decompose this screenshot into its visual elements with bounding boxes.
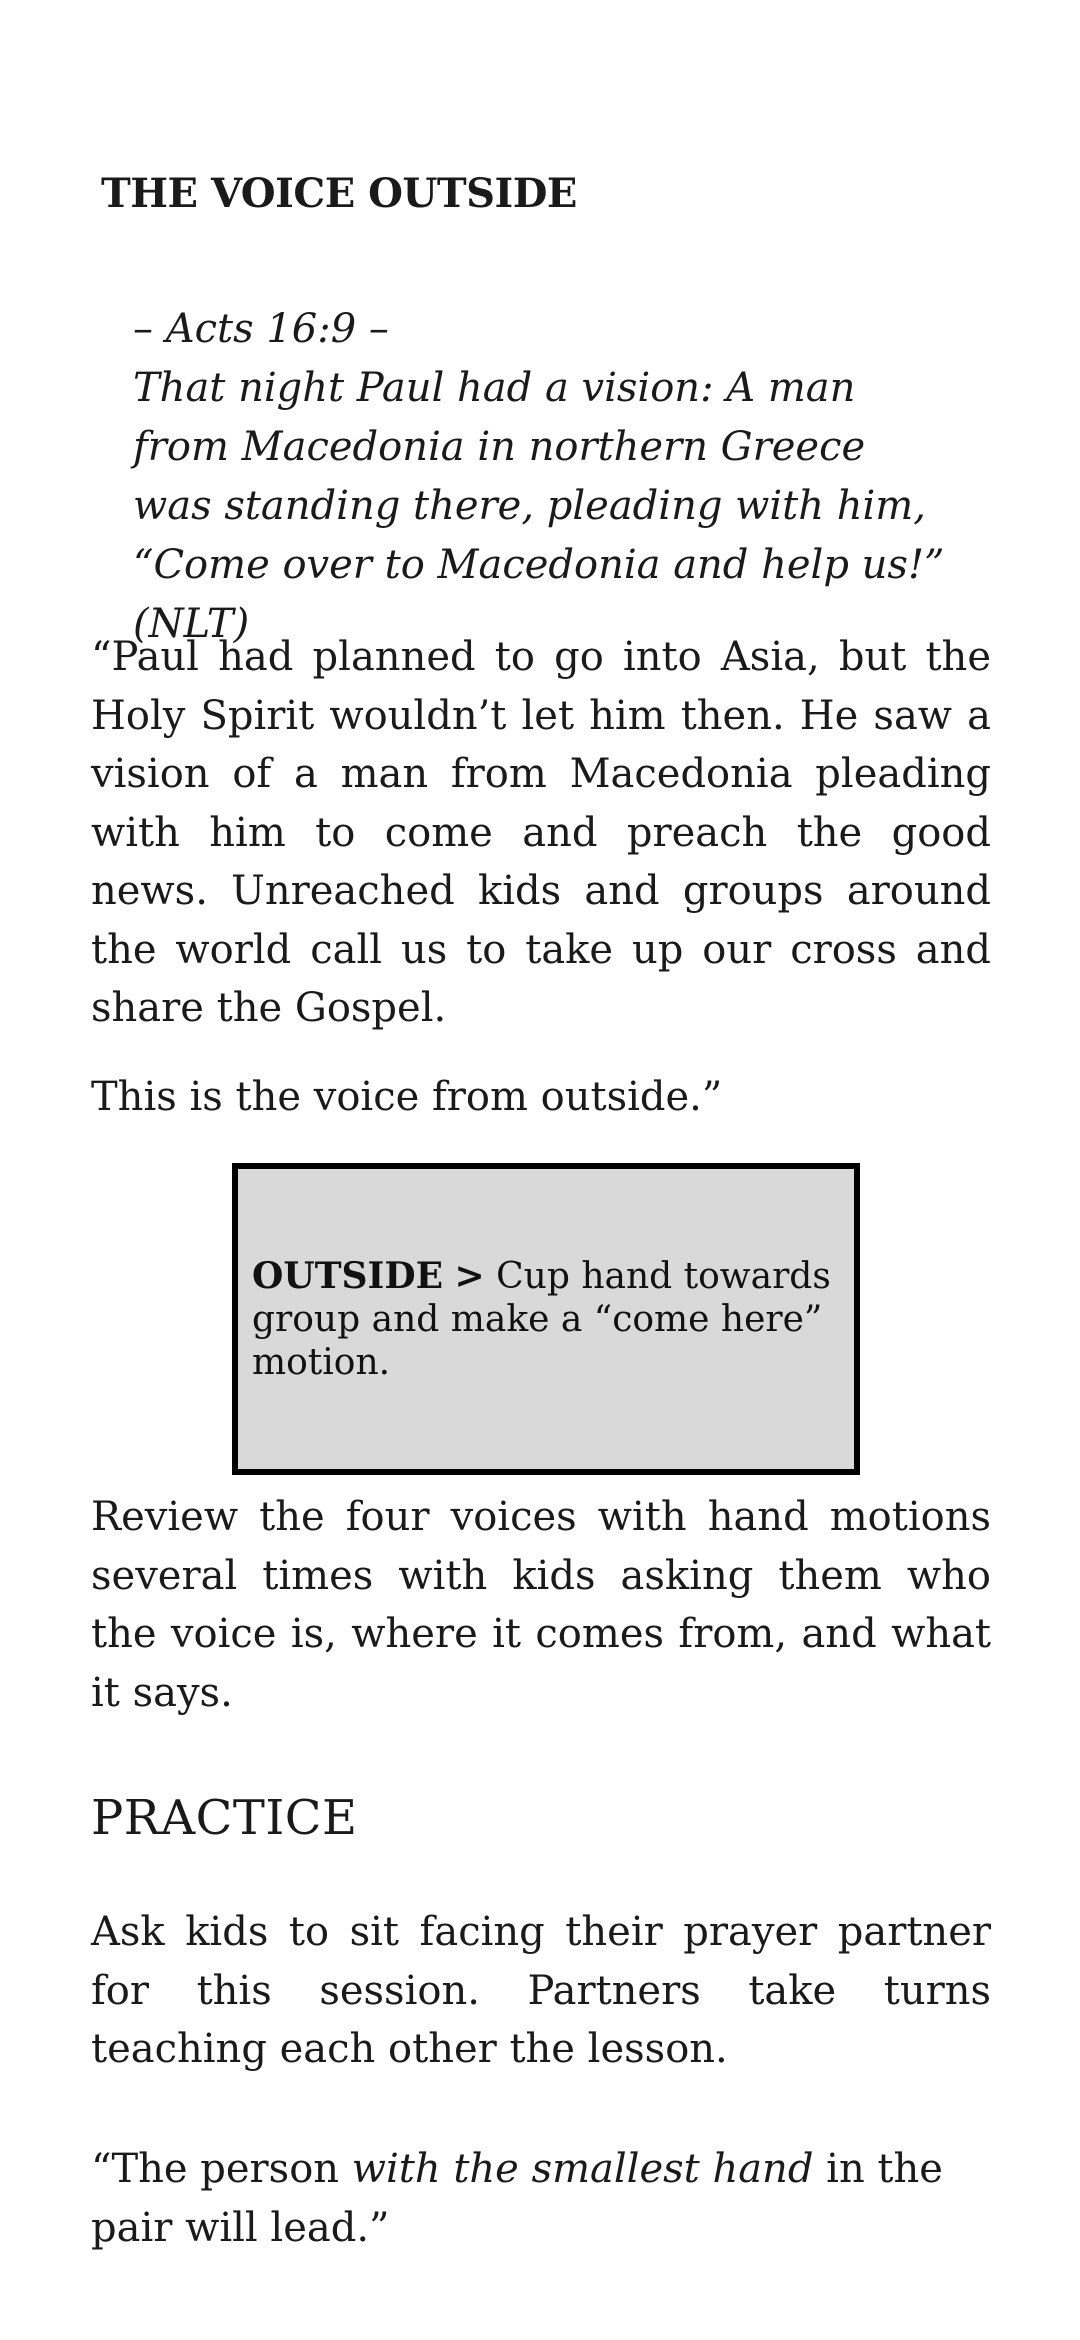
hand-motion-callout [232, 1163, 860, 1475]
callout-text [238, 1255, 854, 1384]
paragraph-leader-quote [91, 2140, 991, 2257]
paragraph-voice-outside: This is the voice from outside.” [91, 1074, 723, 1120]
scripture-quote [133, 300, 953, 654]
paragraph-paul-vision: “Paul had planned to go into Asia, but the Holy Spirit wouldn’t let him then. He saw a vision of a man from Macedonia pleading with him to come and preach the good news. Unreached kids and groups around the world call us to take up our cross and share the Gospel. [91, 634, 991, 1031]
practice-heading: PRACTICE [91, 1790, 358, 1846]
scripture-text: That night Paul had a vision: A man from Macedonia in northern Greece was standing there, pleading with him, “Come over to Macedonia and help us!” (NLT) [133, 365, 945, 647]
section-heading: THE VOICE OUTSIDE [101, 170, 577, 217]
quote-emphasis: with the smallest hand [351, 2146, 814, 2192]
paragraph-review: Review the four voices with hand motions several times with kids asking them who the voice is, where it comes from, and what it says. [91, 1494, 991, 1716]
scripture-reference: – Acts 16:9 – [133, 306, 389, 352]
callout-keyword: OUTSIDE [252, 1254, 444, 1297]
paragraph-practice-instructions: Ask kids to sit facing their prayer partner for this session. Partners take turns teaching each other the lesson. [91, 1909, 991, 2072]
callout-instruction: Cup hand towards group and make a “come here” motion. [252, 1255, 831, 1383]
quote-start: “The person [91, 2146, 352, 2192]
quote-end: in the pair will lead.” [91, 2146, 943, 2251]
callout-arrow: > [454, 1254, 485, 1297]
